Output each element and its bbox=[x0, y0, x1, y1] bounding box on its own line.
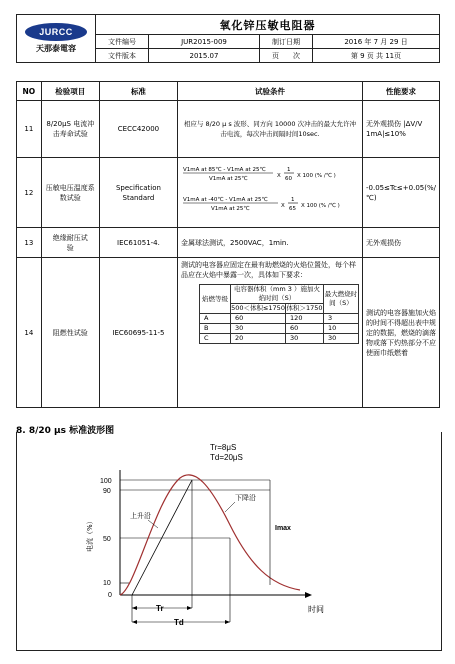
col-item: 检验项目 bbox=[41, 82, 99, 101]
fire-row bbox=[199, 334, 358, 344]
formula2-div: 65 bbox=[288, 205, 296, 212]
fire-condition-text: 测试的电容器应固定在最有助燃烧的火焰位置处，每个样品应在火焰中暴露一次，具体如下要求： bbox=[180, 261, 356, 279]
fire-cell: 60 bbox=[286, 324, 324, 334]
fall-label: 下降沿 bbox=[235, 494, 256, 502]
row-item: 压敏电压温度系数试验 bbox=[41, 158, 99, 228]
version-label: 文件版本 bbox=[96, 49, 149, 63]
row-no: 13 bbox=[17, 228, 42, 258]
test-spec-table bbox=[16, 81, 440, 408]
row-standard: Specification Standard bbox=[99, 158, 177, 228]
row-condition bbox=[177, 158, 362, 228]
row-item: 绝缘耐压试验 bbox=[41, 228, 99, 258]
row-no: 14 bbox=[17, 258, 42, 408]
company-name: 天那泰電容 bbox=[36, 43, 76, 53]
company-logo: JURCC bbox=[25, 23, 87, 41]
table-row bbox=[17, 228, 440, 258]
row-item: 8/20μS 电流冲击寿命试验 bbox=[41, 101, 99, 158]
section-title: 8. 8/20 μs 标准波形图 bbox=[16, 426, 115, 436]
fire-small-label: 500＜体积≤1750 bbox=[231, 304, 285, 312]
fire-cell: 30 bbox=[286, 334, 324, 344]
x-axis-label: 时间 bbox=[308, 605, 324, 614]
fire-cell: 120 bbox=[286, 314, 324, 324]
row-no: 11 bbox=[17, 101, 42, 158]
formula2-mult: 1 bbox=[290, 196, 295, 203]
fire-grade-label: 焰燃等级 bbox=[199, 285, 230, 314]
row-standard: IEC60695-11-5 bbox=[99, 258, 177, 408]
col-requirement: 性能要求 bbox=[363, 82, 440, 101]
col-standard: 标准 bbox=[99, 82, 177, 101]
row-requirement: 无外观损伤 |ΔV/V 1mA|≤10% bbox=[363, 101, 440, 158]
fire-max-label: 最大燃烧时间（S） bbox=[323, 285, 358, 314]
formula1-numerator: V1mA at 85℃ - V1mA at 25℃ bbox=[182, 166, 266, 173]
table-row bbox=[17, 258, 440, 408]
fire-cell: 3 bbox=[323, 314, 358, 324]
row-standard: CECC42000 bbox=[99, 101, 177, 158]
fire-row bbox=[199, 324, 358, 334]
fire-cell: C bbox=[199, 334, 230, 344]
row-no: 12 bbox=[17, 158, 42, 228]
formula1-x: X bbox=[276, 172, 281, 179]
row-requirement: 无外观损伤 bbox=[363, 228, 440, 258]
td-label: Td=20μS bbox=[210, 453, 243, 462]
y-tick-10: 10 bbox=[103, 580, 111, 587]
table-row bbox=[17, 101, 440, 158]
formula1-div: 60 bbox=[284, 175, 292, 182]
table-row bbox=[17, 158, 440, 228]
row-condition: 相应与 8/20 μ s 波形、同方向 10000 次冲击的最大允许冲击电流，每次冲击间隔时间10sec. bbox=[177, 101, 362, 158]
rise-line bbox=[132, 480, 192, 595]
fire-cell: B bbox=[199, 324, 230, 334]
formula2-denominator: V1mA at 25℃ bbox=[210, 205, 250, 212]
doc-no-value: JUR2015-009 bbox=[149, 35, 260, 49]
formula2-numerator: V1mA at -40℃ - V1mA at 25℃ bbox=[182, 196, 268, 203]
page-value: 第 9 页 共 11页 bbox=[313, 49, 440, 63]
tr-label: Tr=8μS bbox=[210, 443, 237, 452]
fire-cell: 30 bbox=[323, 334, 358, 344]
temp-coefficient-formulas bbox=[181, 163, 355, 223]
doc-no-label: 文件编号 bbox=[96, 35, 149, 49]
y-tick-0: 0 bbox=[108, 592, 112, 599]
fire-cell: A bbox=[199, 314, 230, 324]
row-standard: IEC61051-4. bbox=[99, 228, 177, 258]
date-value: 2016 年 7 月 29 日 bbox=[313, 35, 440, 49]
formula1-denominator: V1mA at 25℃ bbox=[208, 175, 248, 182]
formula1-tail: X 100 (% /℃ ) bbox=[296, 172, 336, 179]
date-label: 制订日期 bbox=[260, 35, 313, 49]
td-marker: Td bbox=[174, 618, 184, 627]
document-header bbox=[16, 14, 440, 63]
y-axis-label: 电流（%） bbox=[86, 517, 94, 552]
document-title: 氧化锌压敏电阻器 bbox=[96, 15, 440, 35]
tr-marker: Tr bbox=[156, 604, 164, 613]
version-value: 2015.07 bbox=[149, 49, 260, 63]
y-tick-50: 50 bbox=[103, 536, 111, 543]
fire-cell: 60 bbox=[230, 314, 285, 324]
fire-cell: 30 bbox=[230, 324, 285, 334]
fire-cell: 20 bbox=[230, 334, 285, 344]
flame-time-table bbox=[199, 284, 359, 344]
imax-label: Imax bbox=[275, 525, 291, 532]
col-condition: 试验条件 bbox=[177, 82, 362, 101]
fire-cell: 10 bbox=[323, 324, 358, 334]
col-no: NO bbox=[17, 82, 42, 101]
fire-large-label: 体积＞1750 bbox=[286, 304, 323, 312]
waveform-diagram bbox=[70, 440, 390, 640]
fire-volume-label: 电容器体积（mm 3 ）施加火焰时间（S） bbox=[230, 285, 323, 304]
logo-cell bbox=[17, 15, 96, 63]
formula2-tail: X 100 (% /℃ ) bbox=[300, 202, 340, 209]
formula1-mult: 1 bbox=[286, 166, 291, 173]
rise-label: 上升沿 bbox=[130, 512, 151, 520]
formula2-x: X bbox=[280, 202, 285, 209]
row-requirement: 测试的电容器施加火焰的时间不得超出表中规定的数据，燃烧的滴落物或落下灼热部分不应使面巾纸燃着 bbox=[363, 258, 440, 408]
page-label: 页 次 bbox=[260, 49, 313, 63]
row-item: 阻燃性试验 bbox=[41, 258, 99, 408]
fire-row bbox=[199, 314, 358, 324]
row-condition: 金属球法测试，2500VAC，1min. bbox=[177, 228, 362, 258]
table-header-row bbox=[17, 82, 440, 101]
y-tick-90: 90 bbox=[103, 488, 111, 495]
row-condition bbox=[177, 258, 362, 408]
row-requirement: -0.05≤Tc≤+0.05(%/℃) bbox=[363, 158, 440, 228]
waveform-curve bbox=[120, 475, 300, 595]
y-tick-100: 100 bbox=[100, 478, 112, 485]
